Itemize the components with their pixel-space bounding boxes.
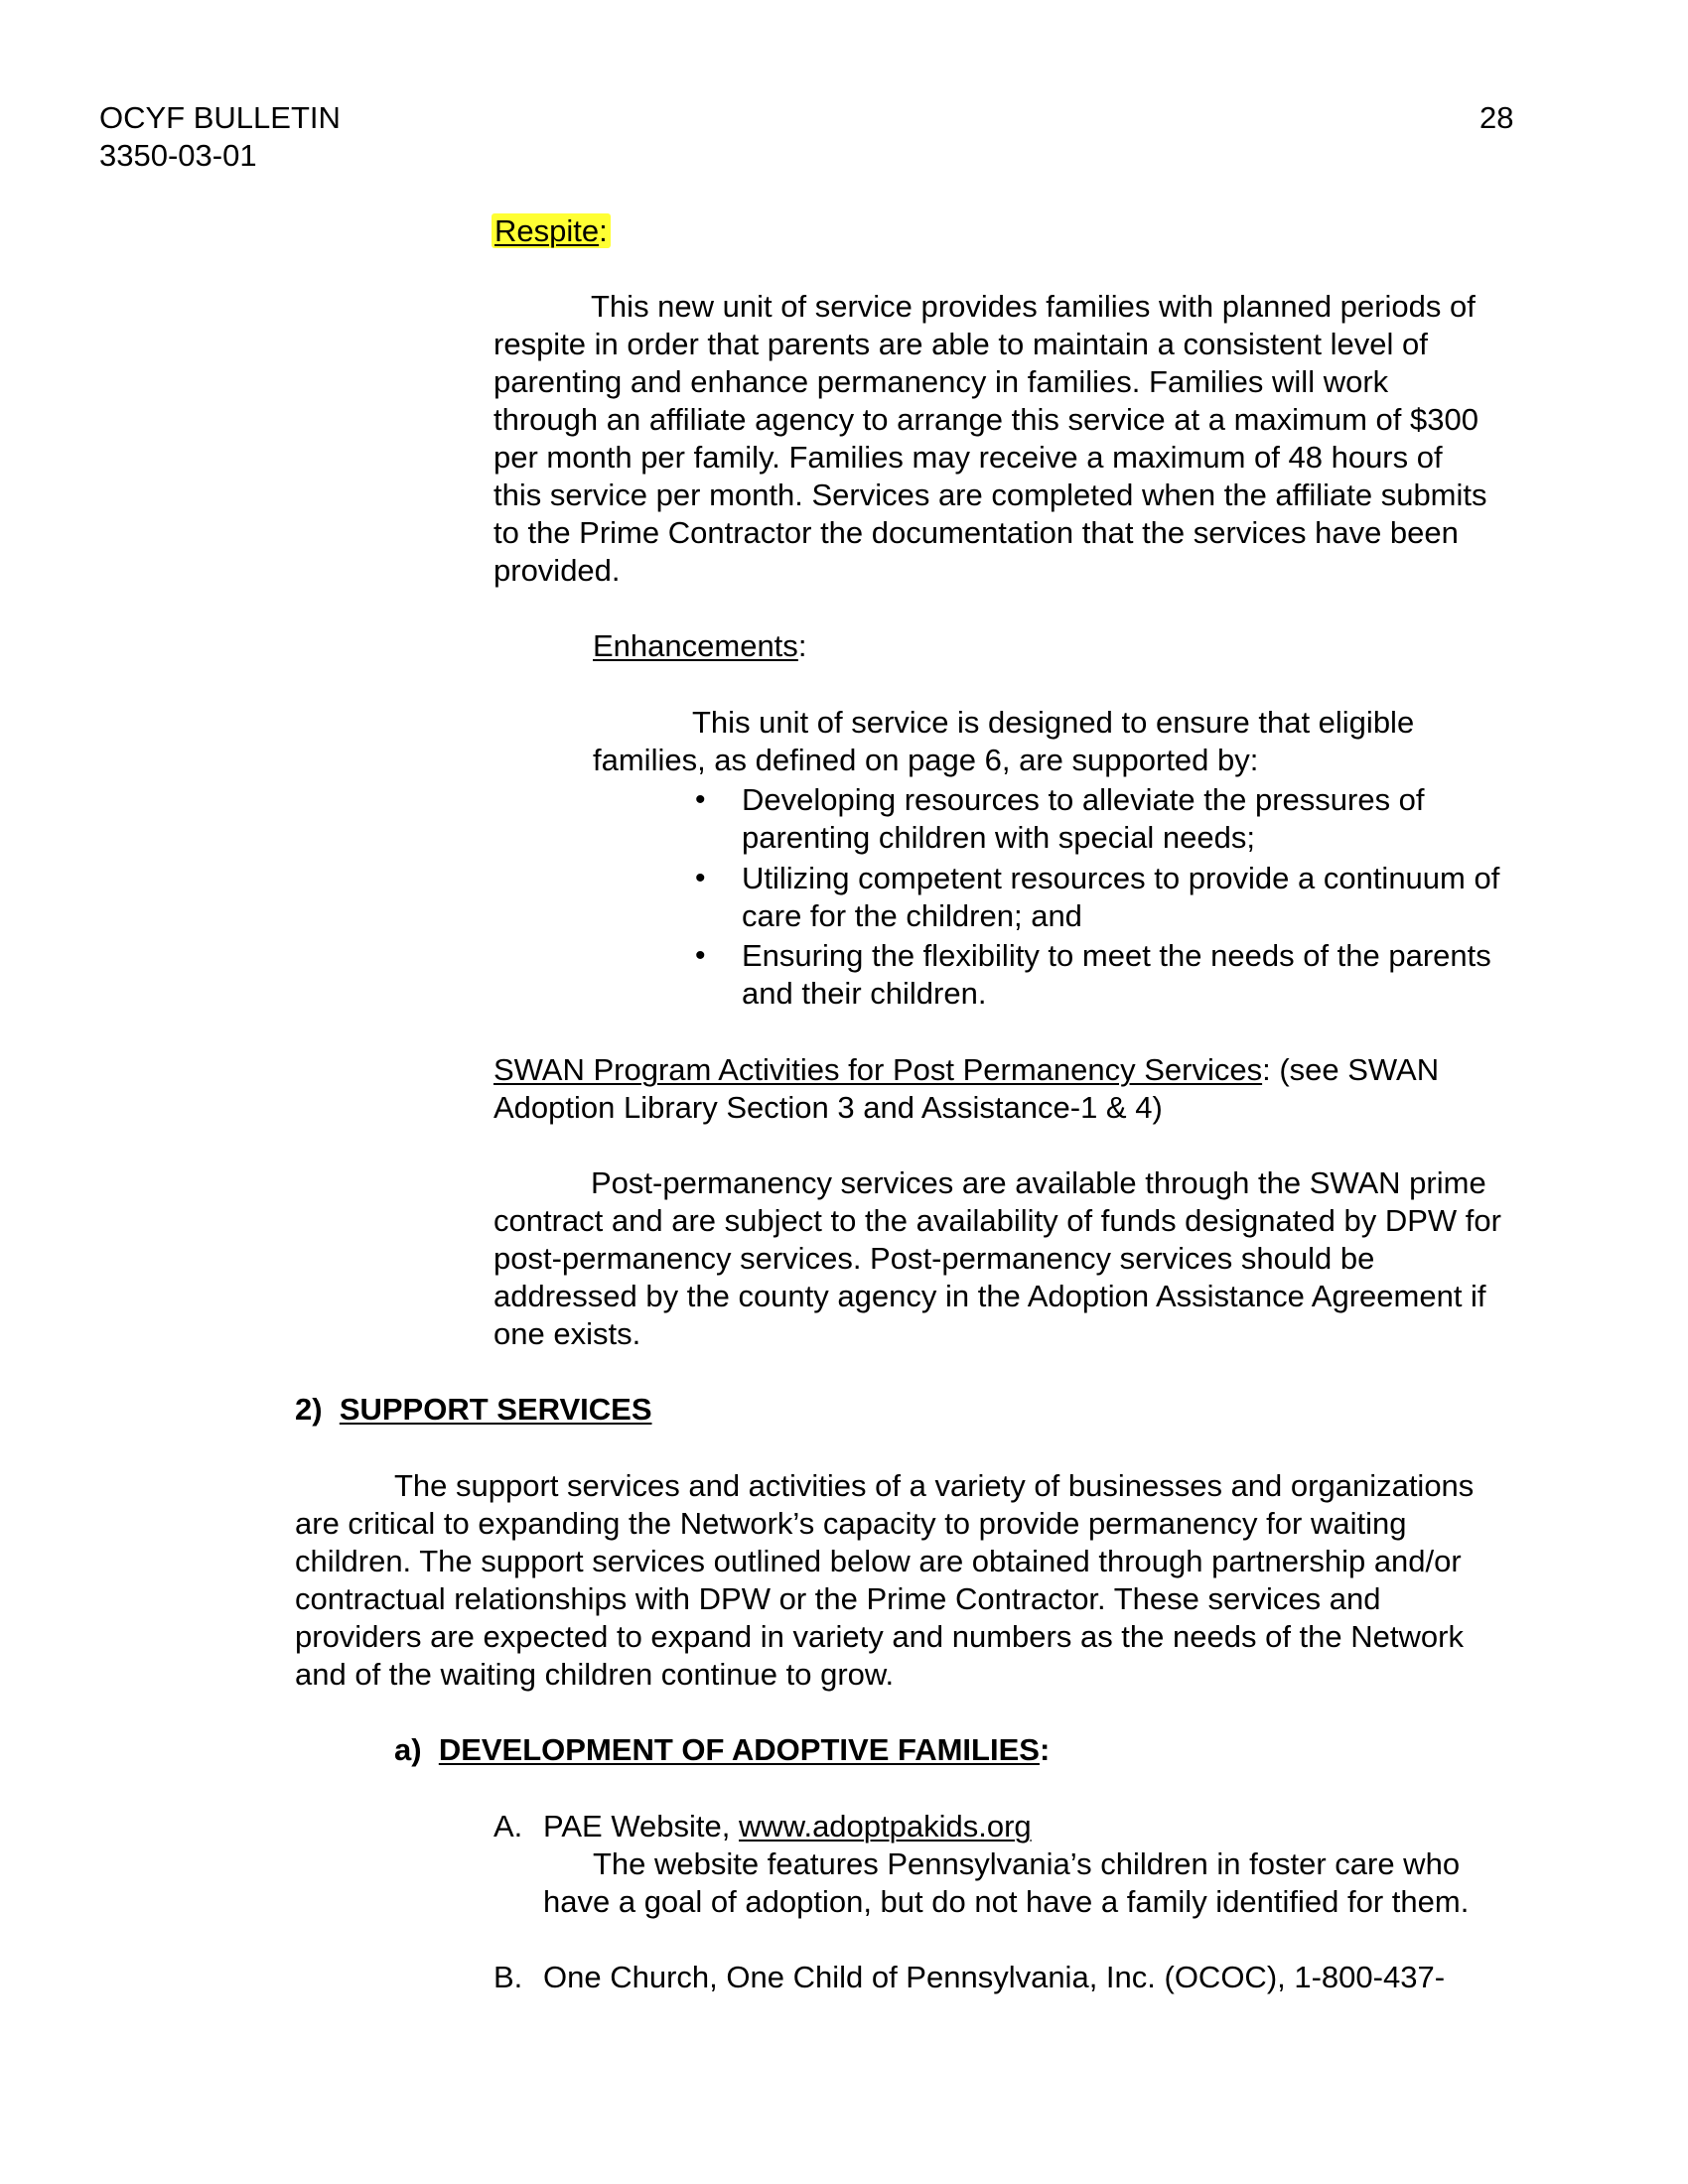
respite-paragraph-line: respite in order that parents are able to maintain a consistent level of — [493, 327, 1428, 361]
pae-website-link[interactable]: www.adoptpakids.org — [739, 1809, 1032, 1843]
bullet-line: Ensuring the flexibility to meet the needs of the parents — [742, 938, 1491, 973]
support-heading-text: SUPPORT SERVICES — [339, 1392, 652, 1427]
list-item-marker: A. — [493, 1809, 523, 1843]
respite-paragraph-line: parenting and enhance permanency in families. Families will work — [493, 364, 1389, 399]
bullet-dot: • — [695, 862, 706, 894]
support-heading — [295, 1391, 652, 1429]
enhancements-heading: Enhancements: — [593, 628, 807, 663]
bullet-line: care for the children; and — [742, 898, 1082, 933]
enhancements-paragraph-line: families, as defined on page 6, are supported by: — [593, 743, 1259, 777]
list-item-title: One Church, One Child of Pennsylvania, Inc. (OCOC), 1-800-437- — [543, 1960, 1446, 1994]
respite-paragraph-line: per month per family. Families may receive a maximum of 48 hours of — [493, 440, 1443, 475]
swan-paragraph-line: contract and are subject to the availability of funds designated by DPW for — [493, 1203, 1501, 1238]
swan-paragraph-line: Post-permanency services are available through the SWAN prime — [591, 1165, 1486, 1200]
respite-paragraph-line: this service per month. Services are completed when the affiliate submits — [493, 478, 1487, 512]
bullet-line: and their children. — [742, 976, 987, 1011]
support-paragraph-line: are critical to expanding the Network’s capacity to provide permanency for waiting — [295, 1506, 1407, 1541]
development-heading-text: DEVELOPMENT OF ADOPTIVE FAMILIES — [438, 1732, 1040, 1767]
development-letter: a) — [394, 1732, 422, 1767]
bullet-line: Developing resources to alleviate the pressures of — [742, 782, 1425, 817]
swan-paragraph-line: addressed by the county agency in the Adoption Assistance Agreement if — [493, 1279, 1486, 1313]
swan-heading-suffix: : (see SWAN — [1262, 1052, 1440, 1087]
bullet-line: Utilizing competent resources to provide a continuum of — [742, 861, 1500, 895]
bullet-dot: • — [695, 939, 706, 972]
respite-heading-text: Respite — [494, 213, 600, 248]
swan-heading — [493, 1051, 1439, 1089]
development-colon: : — [1039, 1732, 1051, 1767]
bulletin-number: 3350-03-01 — [99, 138, 257, 173]
respite-heading: Respite: — [492, 212, 611, 250]
swan-heading-text: SWAN Program Activities for Post Permanency Services — [493, 1052, 1263, 1087]
support-paragraph-line: The support services and activities of a variety of businesses and organizations — [394, 1468, 1475, 1503]
list-item-description-line: have a goal of adoption, but do not have a family identified for them. — [543, 1884, 1470, 1919]
respite-paragraph-line: provided. — [493, 553, 621, 588]
respite-paragraph-line: through an affiliate agency to arrange this service at a maximum of $300 — [493, 402, 1478, 437]
bulletin-title: OCYF BULLETIN — [99, 100, 341, 135]
enhancements-paragraph-line: This unit of service is designed to ensure that eligible — [692, 705, 1415, 740]
support-number: 2) — [295, 1392, 323, 1427]
swan-paragraph-line: one exists. — [493, 1316, 641, 1351]
support-paragraph-line: providers are expected to expand in variety and numbers as the needs of the Network — [295, 1619, 1464, 1654]
bullet-line: parenting children with special needs; — [742, 820, 1255, 855]
swan-paragraph-line: post-permanency services. Post-permanency services should be — [493, 1241, 1375, 1276]
list-item-title — [543, 1808, 1032, 1845]
swan-heading-line2: Adoption Library Section 3 and Assistance-1 & 4) — [493, 1090, 1163, 1125]
support-paragraph-line: contractual relationships with DPW or the Prime Contractor. These services and — [295, 1581, 1381, 1616]
respite-paragraph-line: This new unit of service provides families with planned periods of — [591, 289, 1476, 324]
list-item-description-line: The website features Pennsylvania’s children in foster care who — [593, 1846, 1461, 1881]
enhancements-heading-text: Enhancements — [593, 628, 798, 663]
bullet-dot: • — [695, 783, 706, 816]
page-number: 28 — [1479, 100, 1514, 135]
pae-website-label: PAE Website, — [543, 1809, 739, 1843]
development-heading — [394, 1731, 1050, 1769]
support-paragraph-line: children. The support services outlined below are obtained through partnership and/or — [295, 1544, 1462, 1578]
list-item-marker: B. — [493, 1960, 523, 1994]
support-paragraph-line: and of the waiting children continue to grow. — [295, 1657, 895, 1692]
respite-paragraph-line: to the Prime Contractor the documentation that the services have been — [493, 515, 1459, 550]
